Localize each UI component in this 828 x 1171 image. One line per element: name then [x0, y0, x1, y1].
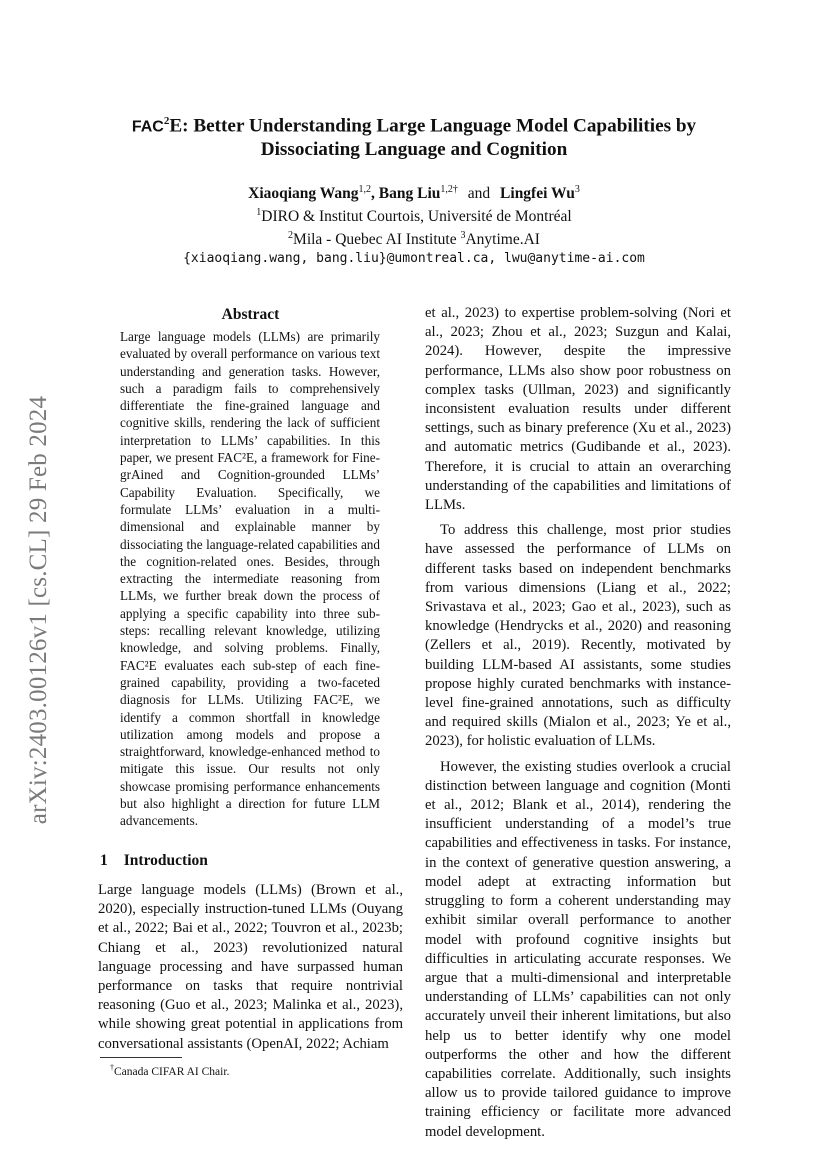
author-block	[100, 180, 728, 268]
intro-paragraph-3: However, the existing studies overlook a crucial distinction between language and cognition (Monti et al., 2012; Blank et al., 2014), rendering the insufficient understanding of a model’s true capabilities and effectiveness in tasks. For instance, in the context of generative question answering, a model adept at extracting information but struggling to form a coherent understanding may exhibit similar overall performance to another model with profound cognitive insights but difficulties in articulating accurate responses. We argue that a multi-dimensional and interpretable understanding of LLMs’ capabilities can not only accurately unveil their inherent limitations, but also help us to better identify why one model outperforms the other and how the different capabilities correlate. Additionally, such insights allow us to provide tailored guidance to improve training efficiency or facilitate more advanced model development.	[425, 758, 731, 1140]
intro-paragraph-1: Large language models (LLMs) (Brown et al., 2020), especially instruction-tuned LLMs (Ouyang et al., 2022; Bai et al., 2022; Touvron et al., 2023b; Chiang et al., 2023) revolutionized natural language processing and have surpassed human performance on tasks that require nontrivial reasoning (Guo et al., 2023; Malinka et al., 2023), while showing great potential in applications from conversational assistants (OpenAI, 2022; Achiam	[98, 882, 403, 1052]
author-2: Bang Liu	[378, 185, 441, 203]
abstract-heading: Abstract	[221, 306, 280, 323]
aff3-sup: 3	[460, 230, 466, 242]
author-1-sup: 1,2	[358, 184, 372, 195]
title-sup: 2	[163, 115, 170, 127]
affiliation-2	[100, 226, 728, 249]
author-names: Xiaoqiang Wang$^{1,2}$, Bang Liu$^{1,2\dagger}$ and Lingfei Wu$^3$	[248, 184, 580, 203]
section-title: Introduction	[123, 852, 208, 869]
author-1: Xiaoqiang Wang	[248, 185, 359, 203]
title-prefix: FAC	[131, 118, 164, 136]
section-heading-introduction	[100, 852, 208, 870]
title-line2: Dissociating Language and Cognition	[260, 139, 568, 161]
paper-title	[100, 110, 728, 161]
author-and: and	[467, 185, 491, 203]
intro-paragraph-2: To address this challenge, most prior studies have assessed the performance of LLMs on different tasks based on independent benchmarks from various dimensions (Liang et al., 2022; Srivastava et al., 2023; Gao et al., 2023), such as knowledge (Hendrycks et al., 2020) and reasoning (Zellers et al., 2019). Recently, motivated by building LLM-based AI assistants, some studies propose highly curated benchmarks with instance-level fine-grained annotations, such as difficulty and required skills (Mialon et al., 2023; Ye et al., 2023), for holistic evaluation of LLMs.	[425, 522, 731, 750]
aff1-text: DIRO & Institut Courtois, Université de Montréal	[261, 208, 572, 226]
intro-left-column	[98, 881, 403, 1054]
author-3: Lingfei Wu	[500, 185, 575, 203]
footnote-mark: †	[110, 1063, 114, 1072]
footnote	[110, 1063, 229, 1078]
affiliation-1	[100, 203, 728, 226]
arxiv-sidebar-stamp	[22, 365, 56, 855]
footnote-text: Canada CIFAR AI Chair.	[114, 1065, 230, 1078]
abstract-body	[120, 328, 380, 830]
intro-right-column	[425, 304, 731, 1142]
section-number: 1	[100, 852, 108, 869]
author-3-sup: 3	[574, 184, 580, 195]
author-emails: {xiaoqiang.wang, bang.liu}@umontreal.ca, lwu@anytime-ai.com	[183, 251, 645, 267]
abstract-text: Large language models (LLMs) are primarily evaluated by overall performance on various text understanding and generation tasks. However, such a paradigm fails to comprehensively differentiate the fine-grained language and cognitive skills, rendering the lack of sufficient interpretation to LLMs’ capabilities. In this paper, we present FAC²E, a framework for Fine-grAined and Cognition-grounded LLMs’ Capability Evaluation. Specifically, we formulate LLMs’ evaluation in a multi-dimensional and explainable manner by dissociating the language-related capabilities and the cognition-related ones. Besides, through extracting the intermediate reasoning from LLMs, we further break down the process of applying a specific capability into three sub-steps: recalling relevant knowledge, utilizing knowledge, and solving problems. Finally, FAC²E evaluates each sub-step of each fine-grained capability, providing a two-faceted diagnosis for LLMs. Utilizing FAC²E, we identify a common shortfall in knowledge utilization among models and propose a straightforward, knowledge-enhanced method to mitigate this issue. Our results not only showcase promising performance enhancements but also highlight a direction for future LLM advancements.	[120, 329, 380, 829]
aff1-sup: 1	[256, 207, 262, 219]
author-2-sup: 1,2†	[440, 184, 458, 195]
aff3-text: Anytime.AI	[465, 231, 540, 249]
aff2-text: Mila - Quebec AI Institute	[293, 231, 461, 249]
arxiv-id: arXiv:2403.00126v1 [cs.CL] 29 Feb 2024	[25, 395, 52, 825]
intro-paragraph-1-continued: et al., 2023) to expertise problem-solving (Nori et al., 2023; Zhou et al., 2023; Suzgun and Kalai, 2024). However, despite the impressive performance, LLMs also show poor robustness on complex tasks (Ullman, 2023) and significantly inconsistent evaluation results under different settings, such as binary preference (Xu et al., 2023) and automatic metrics (Gudibande et al., 2023). Therefore, it is crucial to attain an overarching understanding of the capabilities and limitations of LLMs.	[425, 305, 731, 514]
footnote-rule	[100, 1057, 182, 1058]
title-line1: E: Better Understanding Large Language Model Capabilities by	[169, 115, 697, 137]
aff2-sup: 2	[288, 230, 294, 242]
